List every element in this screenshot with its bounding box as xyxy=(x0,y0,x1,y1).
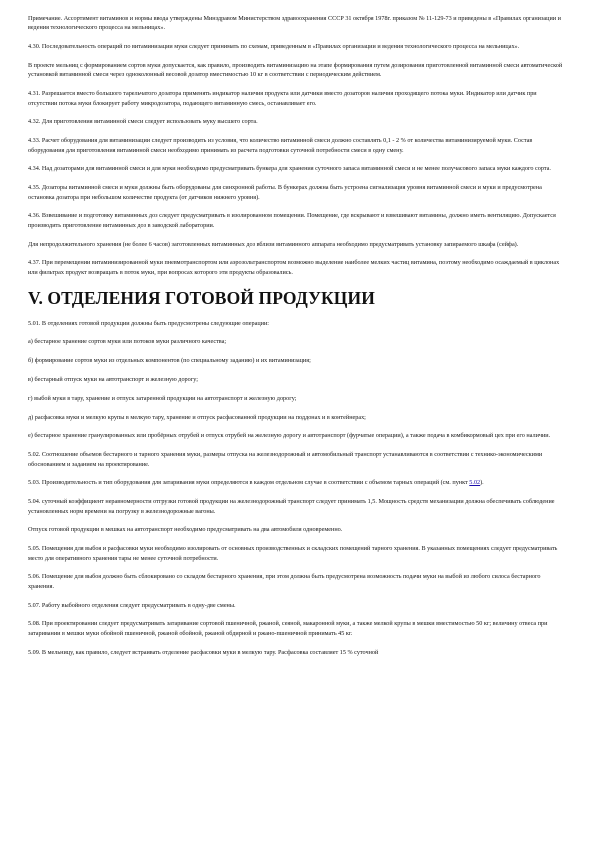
clause-5-07: 5.07. Работу выбойного отделения следует предусматривать в одну-две смены. xyxy=(28,601,236,609)
clause-4-36-storage: Для непродолжительного хранения (не более 6 часов) заготовленных витаминных доз вблизи витаминного аппарата необходимо предусматривать установку запираемого шкафа (сейфа). xyxy=(28,240,519,248)
list-item-d: д) расфасовка муки и мелкую крупы в мелкую тару, хранение и отпуск расфасованной продукции на поддонах и в контейнерах; xyxy=(28,413,366,421)
clause-5-01: 5.01. В отделениях готовой продукции должны быть предусмотрены следующие операции: xyxy=(28,319,269,327)
section-heading: V. ОТДЕЛЕНИЯ ГОТОВОЙ ПРОДУКЦИИ xyxy=(28,287,375,308)
clause-5-02-link[interactable]: 5.02 xyxy=(469,479,481,487)
clause-5-02: 5.02. Соотношение объемов бестарного и тарного хранения муки, размеры отпуска на железнодорожный и автомобильный транспорт устанавливаются в соответствии с технико-экономическими обоснованием и заданием на проектирование. xyxy=(28,451,543,468)
shipping-paragraph: Отпуск готовой продукции в мешках на автотранспорт необходимо предусматривать на два автомобиля одновременно. xyxy=(28,526,343,534)
note-paragraph: Примечание. Ассортимент витаминов и нормы ввода утверждены Минздравом Министерством здравоохранения СССР 31 октября 1978г. приказом № 11-129-73 и приведены в «Правилах организации и ведения технологического процесса на мельницах». xyxy=(28,15,561,32)
clause-4-36: 4.36. Взвешивание и подготовку витаминных доз следует предусматривать в изолированном помещении. Помещение, где вскрывают и взвешивают витамины, должно иметь вентиляцию. Допускается производить приготовление витаминных доз в заводской лаборатории. xyxy=(28,212,556,229)
clause-5-09: 5.09. В мельницу, как правило, следует встраивать отделение расфасовки муки в мелкую тару. Расфасовка составляет 15 % суточной xyxy=(28,648,379,656)
clause-4-35: 4.35. Дозаторы витаминной смеси и муки должны быть оборудованы для синхронной работы. В бункерах должна быть устроена сигнализация уровня витаминной смеси и муки и предусмотрена остановка дозатора при небольшом количестве продукта (от датчиков нижнего уровня). xyxy=(28,184,542,201)
clause-4-31: 4.31. Разрешается вместо большого тарельчатого дозатора применять индикатор наличия продукта или датчики вместо дозаторов наличия проходящего потока муки. Индикатор или датчик при отсутствии потока муки блокирует работу микродозатора, подающего витаминную смесь, останавливает его. xyxy=(28,90,537,107)
clause-4-37: 4.37. При перемещении витаминизированной муки пневмотранспортом или аэрозольтранспортом возможно выделение наиболее мелких частиц витамина, поэтому необходимо осаждаемый в циклонах или фильтрах продукт возвращать в поток муки, при вопросах которого эти продукты образовались. xyxy=(28,259,560,276)
clause-4-33: 4.33. Расчет оборудования для витаминизации следует производить из условия, что количество витаминной смеси должно составлять 0,1 - 2 % от количества витаминизируемой муки. Состав оборудования для приготовления витаминной смеси необходимо принимать из расчета подготовки суточной потребности смеси в одну смену. xyxy=(28,137,533,154)
clause-5-06: 5.06. Помещение для выбоя должно быть сблокировано со складом бестарного хранения, при этом должна быть предусмотрена возможность подачи муки на выбой из любого силоса бестарного хранения. xyxy=(28,573,541,590)
clause-5-03-text: 5.03. Производительность и тип оборудования для затаривания муки определяются в каждом отдельном случае в соответствии с объемом тарных операций (см. пункт 5.02). xyxy=(28,479,484,487)
clause-5-03 xyxy=(28,478,567,487)
list-item-b: б) формирование сортов муки из отдельных компонентов (по специальному заданию) и их витаминизация; xyxy=(28,357,311,365)
clause-5-05: 5.05. Помещения для выбоя и расфасовки муки необходимо изолировать от основных производственных и складских помещений тарного хранения. В указанных помещениях следует предусматривать место для оперативного хранения тары не менее суточной потребности. xyxy=(28,545,558,562)
clause-4-32: 4.32. Для приготовления витаминной смеси следует использовать муку высшего сорта. xyxy=(28,118,258,126)
clause-5-04: 5.04. суточный коэффициент неравномерности отгрузки готовой продукции на железнодорожный транспорт следует принимать 1,5. Мощность средств механизации должна обеспечивать соблюдение установленных норм времени на погрузку в железнодорожные вагоны. xyxy=(28,498,555,515)
list-item-v: в) бестарный отпуск муки на автотранспорт и железную дорогу; xyxy=(28,376,199,383)
clause-4-30: 4.30. Последовательность операций по витаминизации муки следует принимать по схемам, приведенным в «Правилах организации и ведения технологического процесса на мельницах». xyxy=(28,43,520,51)
list-item-e: е) бестарное хранение гранулированных или пробёрных отрубей и отпуск отрубей на железную дорогу и автотранспорт (фурчатые операции), а также подача в комбикормовый цех при его наличии. xyxy=(28,432,551,440)
list-item-g: г) выбой муки в тару, хранение и отпуск затаренной продукции на автотранспорт и железную дорогу; xyxy=(28,394,297,402)
clause-4-34: 4.34. Над дозаторами для витаминной смеси и для муки необходимо предусматривать бункера для хранения суточного запаса витаминной смеси и не менее получасового запаса муки каждого сорта. xyxy=(28,165,551,173)
list-item-a: а) бестарное хранение сортов муки или потоков муки различного качества; xyxy=(28,338,227,346)
clause-4-30-detail: В проекте мельниц с формированием сортов муки допускается, как правило, производить витаминизацию на этапе формирования путем дозирования приготовленной витаминной смеси автоматической установкой витаминной смеси через одноколонный весовой дозатор вместимостью 10 кг в соответствии с периодическим действием. xyxy=(28,62,563,79)
clause-5-08: 5.08. При проектировании следует предусматривать затаривание сортовой пшеничной, ржаной, сеяной, макаронной муки, а также мелкой крупы в мешки вместимостью 50 кг; величину отвеса при затаривании в мешки муки обойной пшеничной, ржаной обойной, ржаной обдирной и ржано-пшеничной принимать 45 кг. xyxy=(28,620,548,637)
